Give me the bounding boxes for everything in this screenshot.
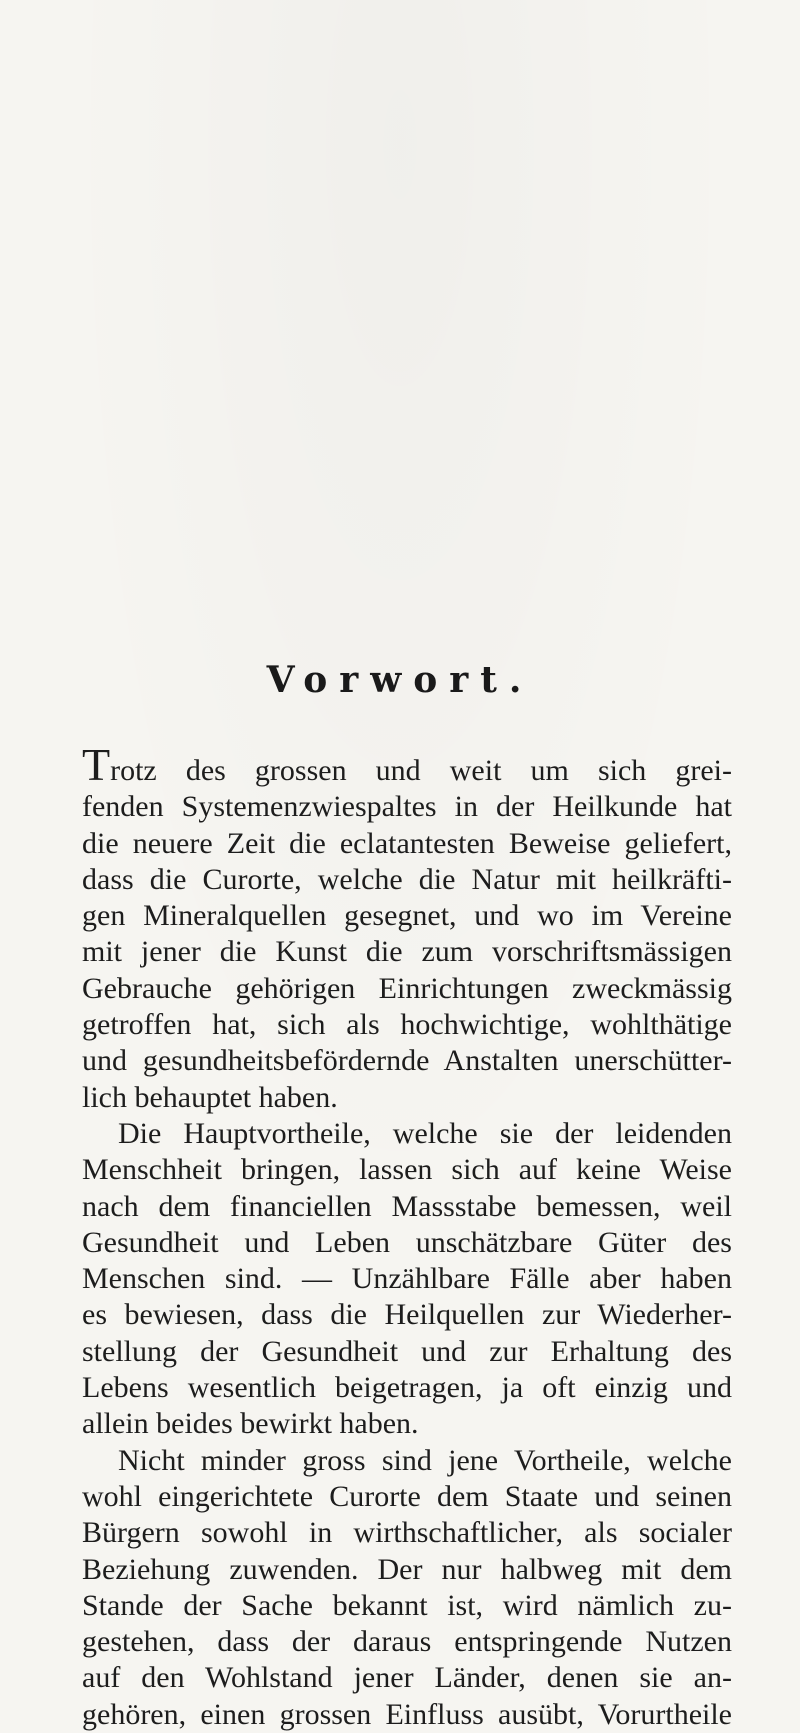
text-line: Bürgern sowohl in wirthschaftlicher, als socialer [82,1516,732,1550]
text-line: Nicht minder gross sind jene Vortheile, welche [118,1443,732,1477]
text-line: allein beides bewirkt haben. [82,1407,419,1441]
text-line: gen Mineralquellen gesegnet, und wo im Vereine [82,899,732,933]
paragraph-3 [82,1443,732,1733]
text-line: stellung der Gesundheit und zur Erhaltung des [82,1334,732,1368]
text-line: dass die Curorte, welche die Natur mit heilkräfti- [82,862,732,896]
drop-cap: T [82,739,111,790]
text-line: fenden Systemenzwiespaltes in der Heilkunde hat [82,790,732,824]
text-line: mit jener die Kunst die zum vorschriftsmässigen [82,935,732,969]
text-line: Stande der Sache bekannt ist, wird nämlich zu- [82,1588,732,1622]
text-line: Menschen sind. — Unzählbare Fälle aber haben [82,1262,732,1296]
text-line: Lebens wesentlich beigetragen, ja oft einzig und [82,1371,732,1405]
text-line: Gesundheit und Leben unschätzbare Güter des [82,1225,732,1259]
text-line: Gebrauche gehörigen Einrichtungen zweckmässig [82,971,732,1005]
paragraph-1 [82,739,732,1116]
text-line: es bewiesen, dass die Heilquellen zur Wiederher- [82,1298,732,1332]
text-line: nach dem financiellen Massstabe bemessen, weil [82,1189,732,1223]
text-line: gestehen, dass der daraus entspringende Nutzen [82,1625,732,1659]
text-line: gehören, einen grossen Einfluss ausübt, Vorurtheile [82,1697,732,1731]
text-line: auf den Wohlstand jener Länder, denen sie an- [82,1661,732,1695]
text-line: wohl eingerichtete Curorte dem Staate und seinen [82,1479,732,1513]
text-line: und gesundheitsbefördernde Anstalten unerschütter- [82,1044,732,1078]
text-line: getroffen hat, sich als hochwichtige, wohlthätige [82,1008,732,1042]
text-line: lich behauptet haben. [82,1080,338,1114]
text-line: die neuere Zeit die eclatantesten Beweise geliefert, [82,826,732,860]
chapter-heading: Vorwort. [266,659,534,701]
text-line: Trotz des grossen und weit um sich grei- [82,739,732,790]
text-line: Beziehung zuwenden. Der nur halbweg mit dem [82,1552,732,1586]
text-line: Die Hauptvortheile, welche sie der leidenden [118,1116,732,1150]
text-line: Menschheit bringen, lassen sich auf keine Weise [82,1153,732,1187]
body-text [82,739,732,1733]
paragraph-2 [82,1116,732,1443]
